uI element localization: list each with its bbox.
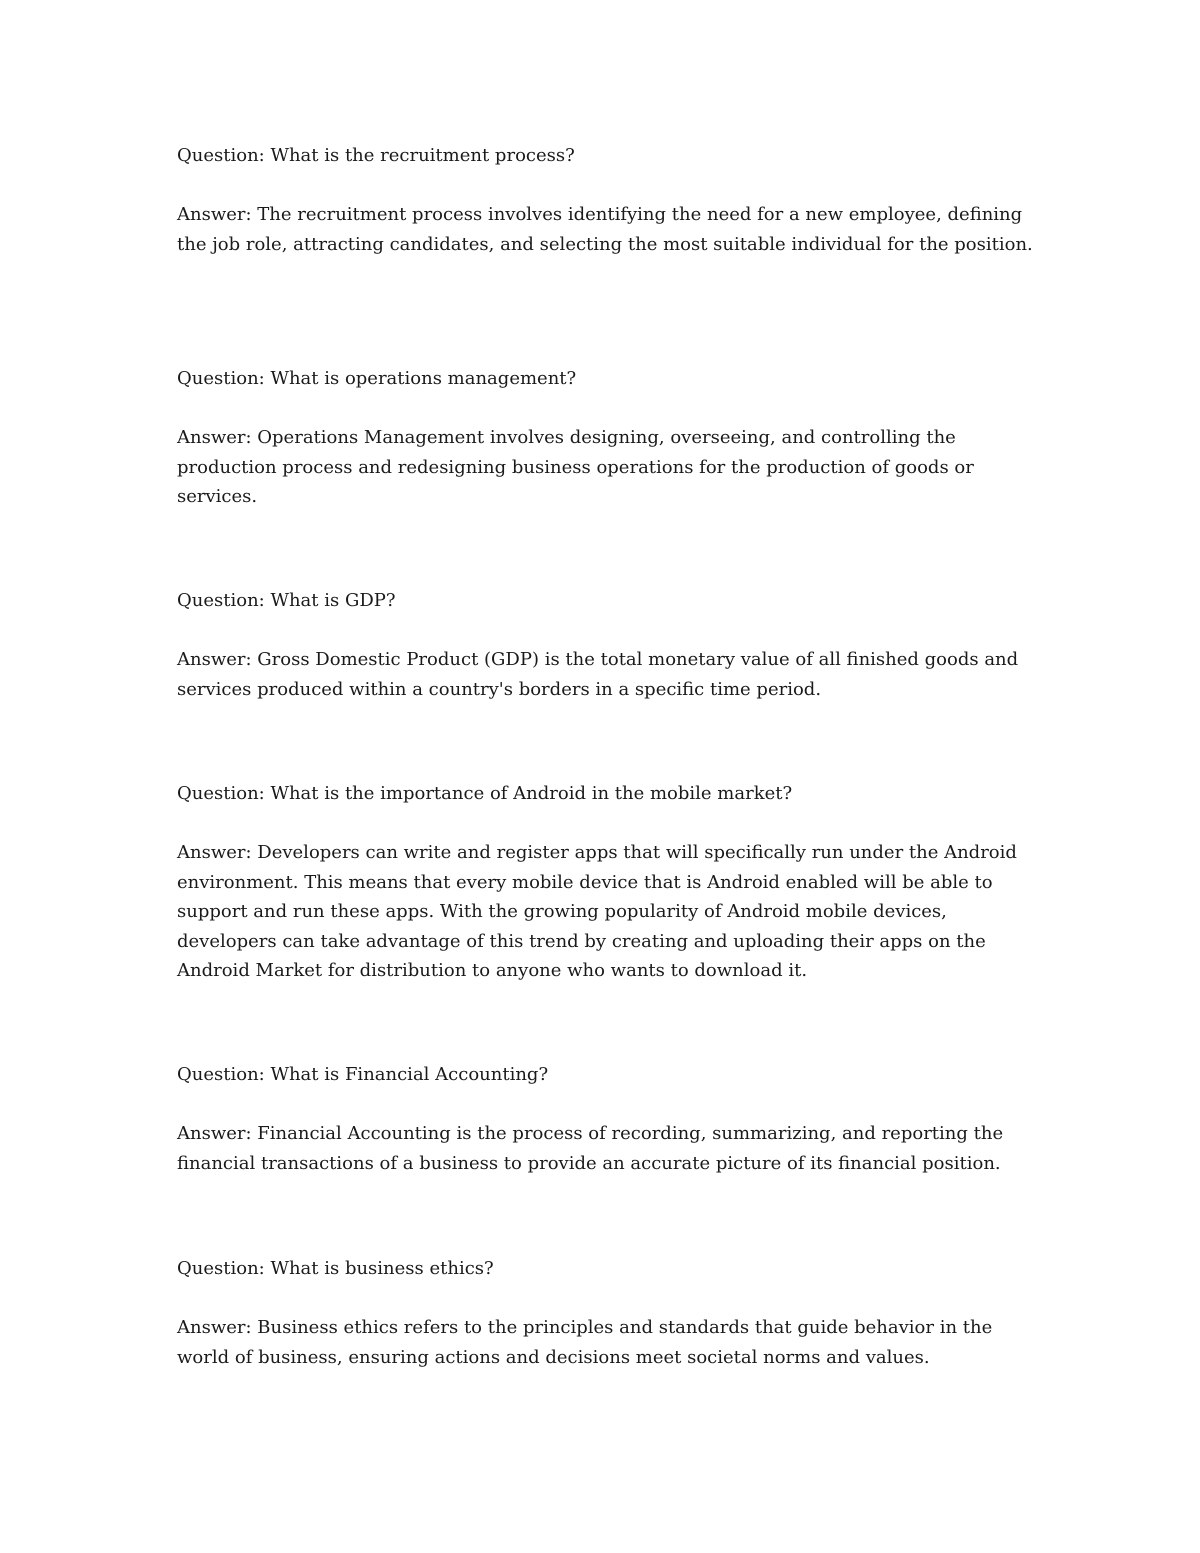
answer-text: Answer: Business ethics refers to the principles and standards that guide behavior in the world of business, ensuring actions and decisions meet societal norms and values. [177, 1317, 993, 1368]
question-text: Question: What is business ethics? [177, 1258, 494, 1279]
qa-item [177, 364, 1037, 507]
qa-item [177, 1254, 1037, 1368]
question-text: Question: What is operations management? [177, 368, 577, 389]
answer-text: Answer: Gross Domestic Product (GDP) is the total monetary value of all finished goods and services produced within a country's borders in a specific time period. [177, 649, 1019, 700]
qa-item [177, 586, 1037, 700]
question-text: Question: What is Financial Accounting? [177, 1064, 549, 1085]
qa-item [177, 141, 1037, 255]
answer-text: Answer: Financial Accounting is the process of recording, summarizing, and reporting the financial transactions of a business to provide an accurate picture of its financial position. [177, 1123, 1004, 1174]
question-text: Question: What is the importance of Android in the mobile market? [177, 783, 793, 804]
qa-item [177, 779, 1037, 981]
answer-text: Answer: The recruitment process involves identifying the need for a new employee, defining the job role, attracting candidates, and selecting the most suitable individual for the position. [177, 204, 1033, 255]
answer-text: Answer: Operations Management involves designing, overseeing, and controlling the production process and redesigning business operations for the production of goods or services. [177, 427, 974, 507]
answer-text: Answer: Developers can write and register apps that will specifically run under the Android environment. This means that every mobile device that is Android enabled will be able to support and run these apps. With the growing popularity of Android mobile devices, developers can take advantage of this trend by creating and uploading their apps on the Android Market for distribution to anyone who wants to download it. [177, 842, 1017, 981]
question-text: Question: What is GDP? [177, 590, 396, 611]
qa-item [177, 1060, 1037, 1174]
question-text: Question: What is the recruitment process? [177, 145, 575, 166]
